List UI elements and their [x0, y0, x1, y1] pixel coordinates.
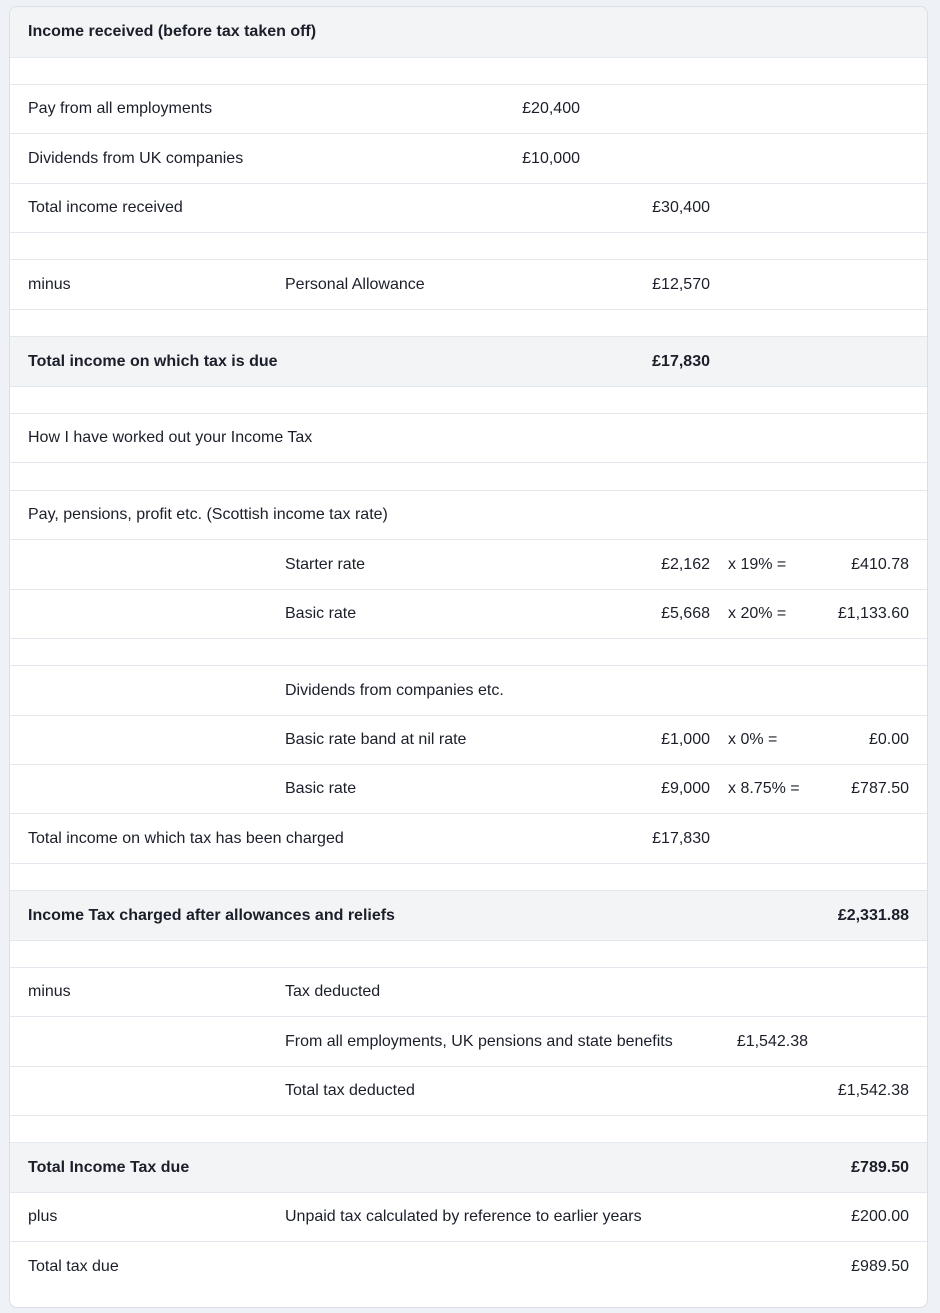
spacer-row: [10, 233, 927, 260]
taxable-income-label: Total income on which tax is due: [28, 352, 278, 370]
section-title: Income received (before tax taken off): [28, 23, 317, 40]
deduction-source-value: £1,542.38: [736, 1032, 808, 1050]
deduction-source-row: [10, 1017, 927, 1067]
band-amount: £5,668: [661, 605, 710, 622]
personal-allowance-row: [10, 260, 927, 310]
band-rate: x 0% =: [728, 731, 778, 748]
total-deducted-row: [10, 1067, 927, 1116]
tax-charged-row: [10, 891, 927, 941]
pay-value: £20,400: [522, 100, 580, 117]
band-tax: £787.50: [851, 780, 909, 797]
total-income-label: Total income received: [28, 199, 183, 216]
spacer-row: [10, 1116, 927, 1143]
basic-rate-row: [10, 590, 927, 639]
band-tax: £1,133.60: [837, 605, 909, 622]
total-income-value: £30,400: [652, 199, 710, 216]
spacer-row: [10, 463, 927, 491]
starter-rate-row: [10, 540, 927, 590]
income-tax-due-value: £789.50: [851, 1158, 909, 1176]
band-amount: £2,162: [661, 555, 710, 573]
deduction-source-label: From all employments, UK pensions and state benefits: [285, 1032, 673, 1050]
plus-label: plus: [28, 1208, 58, 1225]
spacer-row: [10, 58, 927, 85]
dividends-row: [10, 134, 927, 184]
pay-label: Pay from all employments: [28, 100, 213, 117]
dividends-label: Dividends from UK companies: [28, 149, 244, 167]
minus-label: minus: [28, 983, 71, 1000]
total-deducted-label: Total tax deducted: [285, 1082, 415, 1099]
band-label: Basic rate band at nil rate: [285, 731, 467, 748]
income-tax-due-row: [10, 1143, 927, 1193]
band-rate: x 20% =: [728, 605, 787, 622]
spacer-row: [10, 310, 927, 337]
band-amount: £9,000: [661, 780, 710, 797]
pay-section-row: [10, 491, 927, 540]
band-label: Basic rate: [285, 605, 357, 622]
nil-rate-row: [10, 716, 927, 765]
tax-charged-value: £2,331.88: [837, 906, 909, 924]
workings-heading: How I have worked out your Income Tax: [28, 429, 313, 446]
pay-row: [10, 85, 927, 134]
total-income-row: [10, 184, 927, 233]
total-deducted-value: £1,542.38: [837, 1082, 909, 1099]
dividends-value: £10,000: [522, 149, 580, 167]
dividends-section-heading: Dividends from companies etc.: [285, 681, 504, 699]
personal-allowance-value: £12,570: [652, 275, 710, 293]
unpaid-tax-value: £200.00: [851, 1208, 909, 1225]
band-amount: £1,000: [661, 731, 710, 748]
tax-charged-label: Income Tax charged after allowances and reliefs: [28, 906, 395, 924]
income-tax-due-label: Total Income Tax due: [28, 1158, 190, 1176]
spacer-row: [10, 864, 927, 891]
pay-section-heading: Pay, pensions, profit etc. (Scottish income tax rate): [28, 506, 388, 523]
charged-income-value: £17,830: [652, 829, 710, 847]
spacer-row: [10, 941, 927, 968]
spacer-row: [10, 387, 927, 414]
unpaid-tax-label: Unpaid tax calculated by reference to earlier years: [285, 1208, 642, 1225]
charged-income-label: Total income on which tax has been charged: [28, 829, 344, 847]
band-label: Basic rate: [285, 780, 357, 797]
income-received-header: [10, 7, 927, 58]
taxable-income-value: £17,830: [652, 352, 710, 370]
unpaid-tax-row: [10, 1193, 927, 1242]
total-tax-due-label: Total tax due: [28, 1257, 119, 1275]
spacer-row: [10, 639, 927, 666]
band-tax: £0.00: [868, 731, 909, 748]
tax-deducted-heading: Tax deducted: [285, 983, 381, 1000]
minus-label: minus: [28, 275, 71, 293]
band-label: Starter rate: [285, 555, 366, 573]
taxable-income-row: [10, 337, 927, 387]
dividend-basic-rate-row: [10, 765, 927, 814]
band-rate: x 19% =: [728, 555, 787, 573]
band-tax: £410.78: [851, 555, 909, 573]
charged-income-row: [10, 814, 927, 864]
tax-calculation-card: [9, 6, 928, 1308]
total-tax-due-row: [10, 1242, 927, 1291]
tax-deducted-row: [10, 968, 927, 1017]
workings-heading-row: [10, 414, 927, 463]
personal-allowance-label: Personal Allowance: [285, 275, 425, 293]
dividends-section-row: [10, 666, 927, 716]
total-tax-due-value: £989.50: [851, 1257, 909, 1275]
band-rate: x 8.75% =: [728, 780, 800, 797]
